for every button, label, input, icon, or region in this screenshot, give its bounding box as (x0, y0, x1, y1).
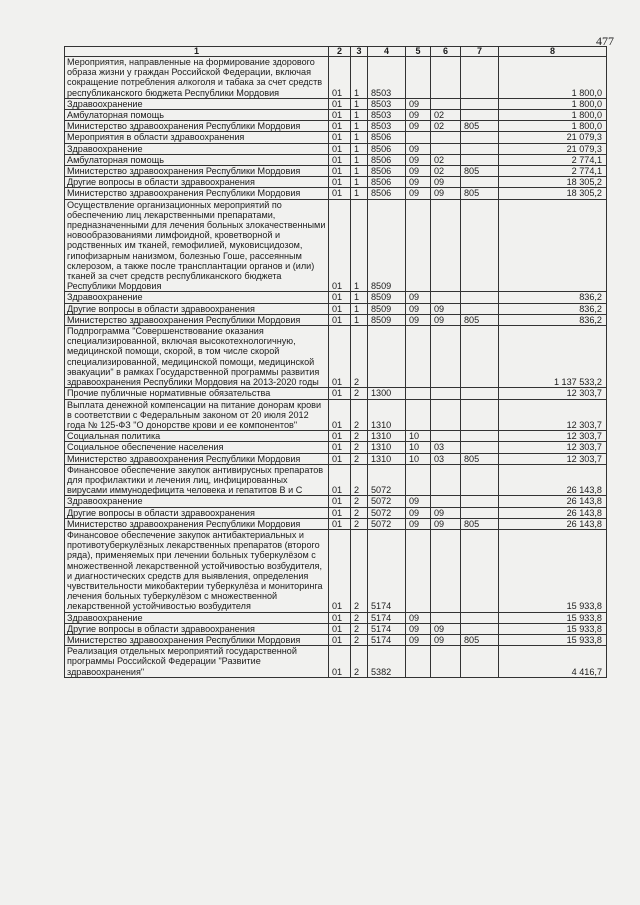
cell-code-6: 09 (431, 177, 461, 188)
table-row (65, 442, 607, 453)
table-row (65, 646, 607, 678)
cell-code-5 (406, 464, 431, 496)
cell-code-7 (461, 646, 499, 678)
cell-code-4: 5072 (368, 464, 406, 496)
cell-code-2: 01 (329, 496, 351, 507)
row-name: Министерство здравоохранения Республики Мордовия (65, 166, 329, 177)
cell-code-4: 1310 (368, 453, 406, 464)
cell-code-2: 01 (329, 431, 351, 442)
table-row (65, 98, 607, 109)
cell-code-2: 01 (329, 623, 351, 634)
row-amount: 15 933,8 (499, 634, 607, 645)
row-name: Здравоохранение (65, 292, 329, 303)
row-amount: 12 303,7 (499, 453, 607, 464)
cell-code-6 (431, 399, 461, 431)
cell-code-3: 2 (351, 507, 368, 518)
cell-code-3: 1 (351, 314, 368, 325)
cell-code-4 (368, 326, 406, 388)
cell-code-6 (431, 646, 461, 678)
cell-code-5: 09 (406, 507, 431, 518)
cell-code-2: 01 (329, 98, 351, 109)
cell-code-6: 09 (431, 634, 461, 645)
cell-code-5 (406, 388, 431, 399)
row-amount: 4 416,7 (499, 646, 607, 678)
row-name: Осуществление организационных мероприятий по обеспечению лиц лекарственными препаратами, предназначенными для лечения больных злокачественными новообразованиями лимфоидной, кроветворной и родственных им тканей, гемофилией, муковисцидозом, гипофизарным нанизмом, болезнью Гоше, рассеянным склерозом, а также после трансплантации органов и (или) тканей за счет средств республиканского бюджета Республики Мордовия (65, 199, 329, 292)
cell-code-4: 8506 (368, 188, 406, 199)
row-amount: 2 774,1 (499, 166, 607, 177)
cell-code-6: 02 (431, 121, 461, 132)
row-amount: 15 933,8 (499, 623, 607, 634)
cell-code-4: 1310 (368, 431, 406, 442)
cell-code-2: 01 (329, 399, 351, 431)
cell-code-4: 8509 (368, 303, 406, 314)
cell-code-2: 01 (329, 634, 351, 645)
cell-code-6: 09 (431, 507, 461, 518)
row-name: Здравоохранение (65, 612, 329, 623)
cell-code-5: 09 (406, 292, 431, 303)
cell-code-7 (461, 326, 499, 388)
row-name: Другие вопросы в области здравоохранения (65, 177, 329, 188)
page-number: 477 (596, 34, 614, 48)
cell-code-5: 10 (406, 442, 431, 453)
row-name: Министерство здравоохранения Республики Мордовия (65, 314, 329, 325)
cell-code-7: 805 (461, 634, 499, 645)
cell-code-7 (461, 199, 499, 292)
budget-table (64, 46, 607, 678)
row-name: Мероприятия, направленные на формирование здорового образа жизни у граждан Российской Федерации, включая сокращение потребления алкоголя и табака за счет средств республиканского бюджета Республики Мордовия (65, 57, 329, 99)
cell-code-4: 1300 (368, 388, 406, 399)
cell-code-7: 805 (461, 166, 499, 177)
cell-code-5: 09 (406, 154, 431, 165)
row-name: Министерство здравоохранения Республики Мордовия (65, 188, 329, 199)
row-name: Здравоохранение (65, 143, 329, 154)
row-amount: 1 800,0 (499, 98, 607, 109)
cell-code-3: 2 (351, 453, 368, 464)
column-header: 5 (406, 47, 431, 57)
cell-code-7 (461, 110, 499, 121)
cell-code-5: 09 (406, 496, 431, 507)
table-row (65, 121, 607, 132)
cell-code-7 (461, 496, 499, 507)
column-header: 7 (461, 47, 499, 57)
cell-code-6: 09 (431, 314, 461, 325)
table-row (65, 388, 607, 399)
row-name: Финансовое обеспечение закупок антибактериальных и противотуберкулёзных лекарственных препаратов (второго ряда), применяемых при лечении больных туберкулёзом с множественной лекарственной устойчивостью возбудителя, и диагностических средств для выявления, определения чувствительности микобактерии туберкулёза и мониторинга лечения больных туберкулёзом с множественной лекарственной устойчивостью возбудителя (65, 529, 329, 612)
cell-code-7 (461, 292, 499, 303)
cell-code-4: 5072 (368, 496, 406, 507)
cell-code-4: 5174 (368, 634, 406, 645)
table-row (65, 326, 607, 388)
table-row (65, 303, 607, 314)
cell-code-5: 09 (406, 303, 431, 314)
cell-code-6 (431, 98, 461, 109)
table-row (65, 496, 607, 507)
cell-code-2: 01 (329, 464, 351, 496)
cell-code-3: 1 (351, 166, 368, 177)
cell-code-4: 5174 (368, 623, 406, 634)
cell-code-5 (406, 132, 431, 143)
cell-code-3: 1 (351, 177, 368, 188)
cell-code-4: 8503 (368, 57, 406, 99)
cell-code-5: 09 (406, 98, 431, 109)
table-row (65, 529, 607, 612)
table-row (65, 634, 607, 645)
row-name: Министерство здравоохранения Республики Мордовия (65, 453, 329, 464)
cell-code-3: 2 (351, 442, 368, 453)
cell-code-2: 01 (329, 188, 351, 199)
cell-code-4: 8503 (368, 98, 406, 109)
cell-code-3: 1 (351, 121, 368, 132)
cell-code-7: 805 (461, 518, 499, 529)
cell-code-2: 01 (329, 507, 351, 518)
table-row (65, 188, 607, 199)
table-row (65, 132, 607, 143)
row-amount: 1 800,0 (499, 121, 607, 132)
row-amount: 12 303,7 (499, 431, 607, 442)
row-name: Министерство здравоохранения Республики Мордовия (65, 634, 329, 645)
cell-code-5: 09 (406, 612, 431, 623)
cell-code-6 (431, 143, 461, 154)
cell-code-5: 09 (406, 121, 431, 132)
cell-code-5: 09 (406, 518, 431, 529)
cell-code-2: 01 (329, 154, 351, 165)
cell-code-3: 2 (351, 529, 368, 612)
cell-code-4: 8506 (368, 132, 406, 143)
cell-code-7 (461, 132, 499, 143)
cell-code-5: 09 (406, 188, 431, 199)
cell-code-5: 09 (406, 166, 431, 177)
table-row (65, 143, 607, 154)
row-amount: 26 143,8 (499, 464, 607, 496)
cell-code-3: 2 (351, 634, 368, 645)
column-header: 8 (499, 47, 607, 57)
cell-code-3: 1 (351, 292, 368, 303)
cell-code-2: 01 (329, 326, 351, 388)
cell-code-2: 01 (329, 442, 351, 453)
column-header: 3 (351, 47, 368, 57)
cell-code-6: 09 (431, 518, 461, 529)
cell-code-3: 1 (351, 98, 368, 109)
cell-code-3: 1 (351, 132, 368, 143)
table-row (65, 431, 607, 442)
cell-code-2: 01 (329, 303, 351, 314)
cell-code-4: 5072 (368, 507, 406, 518)
cell-code-6: 02 (431, 154, 461, 165)
cell-code-2: 01 (329, 166, 351, 177)
row-amount: 15 933,8 (499, 529, 607, 612)
cell-code-2: 01 (329, 110, 351, 121)
table-row (65, 110, 607, 121)
table-row (65, 292, 607, 303)
cell-code-7 (461, 529, 499, 612)
cell-code-5: 10 (406, 431, 431, 442)
cell-code-6: 03 (431, 453, 461, 464)
cell-code-2: 01 (329, 292, 351, 303)
cell-code-2: 01 (329, 143, 351, 154)
cell-code-5 (406, 399, 431, 431)
cell-code-4: 8506 (368, 154, 406, 165)
cell-code-6 (431, 464, 461, 496)
table-row (65, 453, 607, 464)
row-amount: 1 137 533,2 (499, 326, 607, 388)
row-name: Другие вопросы в области здравоохранения (65, 507, 329, 518)
cell-code-6 (431, 292, 461, 303)
cell-code-7 (461, 98, 499, 109)
row-amount: 26 143,8 (499, 518, 607, 529)
cell-code-7 (461, 388, 499, 399)
cell-code-4: 5072 (368, 518, 406, 529)
cell-code-7 (461, 399, 499, 431)
row-amount: 15 933,8 (499, 612, 607, 623)
cell-code-6: 02 (431, 166, 461, 177)
cell-code-7 (461, 177, 499, 188)
cell-code-5 (406, 529, 431, 612)
table-row (65, 57, 607, 99)
cell-code-5: 09 (406, 623, 431, 634)
table-row (65, 177, 607, 188)
row-name: Министерство здравоохранения Республики Мордовия (65, 121, 329, 132)
cell-code-2: 01 (329, 177, 351, 188)
cell-code-6 (431, 132, 461, 143)
table-row (65, 623, 607, 634)
cell-code-2: 01 (329, 612, 351, 623)
row-amount: 18 305,2 (499, 188, 607, 199)
column-header: 2 (329, 47, 351, 57)
cell-code-3: 2 (351, 388, 368, 399)
cell-code-3: 2 (351, 612, 368, 623)
cell-code-3: 1 (351, 57, 368, 99)
cell-code-5 (406, 57, 431, 99)
cell-code-4: 8509 (368, 199, 406, 292)
row-amount: 26 143,8 (499, 507, 607, 518)
row-name: Амбулаторная помощь (65, 110, 329, 121)
cell-code-5: 09 (406, 110, 431, 121)
cell-code-3: 1 (351, 154, 368, 165)
table-row (65, 399, 607, 431)
row-name: Другие вопросы в области здравоохранения (65, 623, 329, 634)
row-amount: 12 303,7 (499, 388, 607, 399)
row-amount: 12 303,7 (499, 442, 607, 453)
table-row (65, 314, 607, 325)
cell-code-3: 2 (351, 399, 368, 431)
cell-code-7 (461, 57, 499, 99)
cell-code-4: 5174 (368, 612, 406, 623)
cell-code-6 (431, 529, 461, 612)
cell-code-2: 01 (329, 453, 351, 464)
cell-code-2: 01 (329, 646, 351, 678)
cell-code-4: 5174 (368, 529, 406, 612)
cell-code-5: 09 (406, 177, 431, 188)
cell-code-6: 03 (431, 442, 461, 453)
table-row (65, 507, 607, 518)
cell-code-7 (461, 154, 499, 165)
row-name: Реализация отдельных мероприятий государственной программы Российской Федерации "Развитие здравоохранения" (65, 646, 329, 678)
cell-code-4: 8506 (368, 177, 406, 188)
cell-code-3: 2 (351, 326, 368, 388)
cell-code-2: 01 (329, 518, 351, 529)
table-row (65, 199, 607, 292)
row-amount: 12 303,7 (499, 399, 607, 431)
cell-code-7: 805 (461, 121, 499, 132)
cell-code-6 (431, 612, 461, 623)
cell-code-2: 01 (329, 199, 351, 292)
cell-code-6 (431, 388, 461, 399)
cell-code-3: 2 (351, 646, 368, 678)
cell-code-3: 2 (351, 518, 368, 529)
cell-code-2: 01 (329, 132, 351, 143)
cell-code-2: 01 (329, 57, 351, 99)
row-amount: 836,2 (499, 314, 607, 325)
cell-code-6 (431, 431, 461, 442)
cell-code-7 (461, 143, 499, 154)
cell-code-3: 1 (351, 303, 368, 314)
table-row (65, 518, 607, 529)
row-name: Другие вопросы в области здравоохранения (65, 303, 329, 314)
cell-code-4: 1310 (368, 399, 406, 431)
cell-code-7: 805 (461, 188, 499, 199)
row-name: Прочие публичные нормативные обязательства (65, 388, 329, 399)
cell-code-6 (431, 57, 461, 99)
row-name: Социальная политика (65, 431, 329, 442)
row-name: Здравоохранение (65, 496, 329, 507)
cell-code-5: 09 (406, 634, 431, 645)
cell-code-7 (461, 464, 499, 496)
cell-code-6: 02 (431, 110, 461, 121)
table-row (65, 166, 607, 177)
cell-code-7 (461, 442, 499, 453)
cell-code-4: 8506 (368, 166, 406, 177)
row-name: Амбулаторная помощь (65, 154, 329, 165)
cell-code-4: 8503 (368, 110, 406, 121)
row-amount: 21 079,3 (499, 132, 607, 143)
row-amount: 1 800,0 (499, 57, 607, 99)
table-row (65, 612, 607, 623)
cell-code-7 (461, 612, 499, 623)
row-amount: 2 774,1 (499, 154, 607, 165)
cell-code-3: 2 (351, 496, 368, 507)
cell-code-4: 8503 (368, 121, 406, 132)
row-amount: 836,2 (499, 292, 607, 303)
cell-code-4: 8506 (368, 143, 406, 154)
cell-code-6: 09 (431, 188, 461, 199)
cell-code-3: 2 (351, 464, 368, 496)
cell-code-7: 805 (461, 453, 499, 464)
cell-code-4: 8509 (368, 292, 406, 303)
cell-code-5: 09 (406, 314, 431, 325)
column-header: 1 (65, 47, 329, 57)
row-name: Социальное обеспечение населения (65, 442, 329, 453)
cell-code-5 (406, 199, 431, 292)
cell-code-6 (431, 199, 461, 292)
table-row (65, 154, 607, 165)
cell-code-4: 5382 (368, 646, 406, 678)
cell-code-6: 09 (431, 623, 461, 634)
cell-code-7 (461, 431, 499, 442)
row-amount: 21 079,3 (499, 143, 607, 154)
cell-code-6: 09 (431, 303, 461, 314)
row-name: Здравоохранение (65, 98, 329, 109)
cell-code-4: 1310 (368, 442, 406, 453)
cell-code-3: 2 (351, 623, 368, 634)
cell-code-5: 09 (406, 143, 431, 154)
cell-code-2: 01 (329, 529, 351, 612)
cell-code-7 (461, 623, 499, 634)
row-name: Выплата денежной компенсации на питание донорам крови в соответствии с Федеральным законом от 20 июля 2012 года № 125-ФЗ "О донорстве крови и ее компонентов" (65, 399, 329, 431)
row-name: Подпрограмма "Совершенствование оказания специализированной, включая высокотехнологичную, медицинской помощи, скорой, в том числе скорой специализированной, медицинской помощи, медицинской эвакуации" в рамках Государственной программы развития здравоохранения Республики Мордовия на 2013-2020 годы (65, 326, 329, 388)
cell-code-3: 1 (351, 188, 368, 199)
column-header: 6 (431, 47, 461, 57)
cell-code-3: 1 (351, 110, 368, 121)
row-name: Финансовое обеспечение закупок антивирусных препаратов для профилактики и лечения лиц, инфицированных вирусами иммунодефицита человека и гепатитов В и С (65, 464, 329, 496)
row-amount: 18 305,2 (499, 177, 607, 188)
cell-code-2: 01 (329, 121, 351, 132)
cell-code-5: 10 (406, 453, 431, 464)
column-header: 4 (368, 47, 406, 57)
cell-code-6 (431, 496, 461, 507)
cell-code-3: 1 (351, 143, 368, 154)
cell-code-2: 01 (329, 388, 351, 399)
row-name: Министерство здравоохранения Республики Мордовия (65, 518, 329, 529)
cell-code-6 (431, 326, 461, 388)
cell-code-3: 2 (351, 431, 368, 442)
cell-code-7: 805 (461, 314, 499, 325)
row-amount: 26 143,8 (499, 496, 607, 507)
row-amount: 836,2 (499, 303, 607, 314)
row-amount: 1 800,0 (499, 110, 607, 121)
cell-code-7 (461, 507, 499, 518)
row-amount (499, 199, 607, 292)
table-header-row (65, 47, 607, 57)
cell-code-3: 1 (351, 199, 368, 292)
cell-code-5 (406, 646, 431, 678)
row-name: Мероприятия в области здравоохранения (65, 132, 329, 143)
cell-code-7 (461, 303, 499, 314)
cell-code-2: 01 (329, 314, 351, 325)
table-row (65, 464, 607, 496)
cell-code-4: 8509 (368, 314, 406, 325)
cell-code-5 (406, 326, 431, 388)
